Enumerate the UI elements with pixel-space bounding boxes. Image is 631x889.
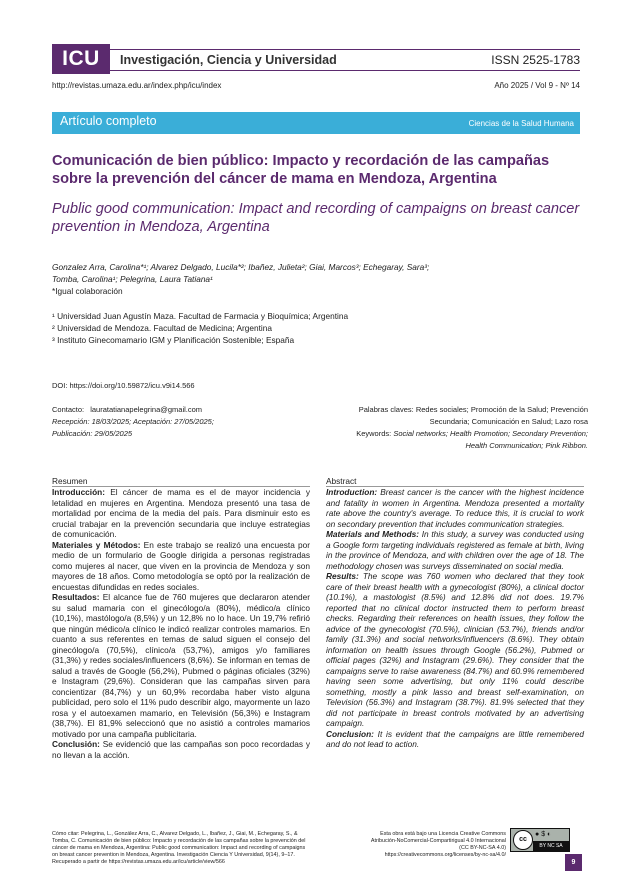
- citation: Cómo citar: Pelegrina, L., González Arra, C., Alvarez Delgado, L., Ibañez, J., Giai, M., Echegaray, S., & Tomba, C. Comunicación de bien público: Impacto y recordación de las campañas sobre la prevención del cáncer de mama en Mendoza, Argentina: Public good communication: Impact and recording of campaigns on breast cancer prevention in Mendoza, Argentina. Investigación Ciencia Y Universidad, 9(14), 9–17. Recuperado a partir de https://revistas.umaza.edu.ar/icu/article/view/566: [52, 831, 306, 865]
- resumen-intro-label: Introducción:: [52, 487, 106, 497]
- published-date: Publicación: 29/05/2025: [52, 429, 133, 438]
- license-url[interactable]: https://creativecommons.org/licenses/by-nc-sa/4.0/: [384, 852, 506, 858]
- contact-email[interactable]: lauratatianapelegrina@gmail.com: [90, 405, 203, 414]
- resumen-conclusion-label: Conclusión:: [52, 739, 100, 749]
- abstract-heading: Abstract: [326, 476, 584, 487]
- badge-label: BY NC SA: [533, 841, 569, 851]
- resumen-methods-label: Materiales y Métodos:: [52, 539, 141, 550]
- abstract-intro: Breast cancer is the cancer with the highest incidence and fatality in women in Argentina. Mendoza presented a mortality rate above the country's average. To reduce this, it is crucial to work on secondary prevention that includes communication strategies.: [326, 487, 584, 529]
- keywords-block: [330, 404, 588, 452]
- license-line-1: Esta obra está bajo una Licencia Creative Commons: [380, 831, 506, 837]
- abstract-intro-label: Introduction:: [326, 487, 378, 497]
- keywords-en-1: Social networks; Health Promotion; Secondary Prevention;: [393, 429, 588, 438]
- resumen-heading: Resumen: [52, 476, 310, 487]
- abstract-methods-label: Materials and Methods:: [326, 529, 420, 539]
- abstract-body: [326, 487, 584, 750]
- received-accepted: Recepción: 18/03/2025; Aceptación: 27/05/2025;: [52, 417, 214, 426]
- keywords-es-1: Redes sociales; Promoción de la Salud; Prevención: [415, 405, 588, 414]
- license-text: [330, 831, 506, 859]
- article-section: Ciencias de la Salud Humana: [468, 119, 574, 128]
- journal-logo: ICU: [52, 44, 110, 74]
- title-spanish: Comunicación de bien público: Impacto y recordación de las campañas sobre la prevención del cáncer de mama en Mendoza, Argentina: [52, 153, 550, 187]
- authors-line-1: Gonzalez Arra, Carolina*¹; Alvarez Delgado, Lucila*²; Ibañez, Julieta²; Giai, Marcos³; Echegaray, Sara³;: [52, 262, 430, 272]
- cc-icon: cc: [513, 830, 533, 850]
- keywords-en-2: Health Communication; Pink Ribbon.: [465, 441, 588, 450]
- license-symbols-icon: ●$◐: [535, 831, 554, 838]
- abstract-conclusion-label: Conclusion:: [326, 728, 374, 739]
- resumen-intro: El cáncer de mama es el de mayor incidencia y letalidad en mujeres en Argentina. Mendoza presentó una tasa de mortalidad por encima de la media del país. Para disminuir esto es crucial trabajar en la prevención secundaria que incluye estrategias de comunicación.: [52, 487, 310, 539]
- contact-line: [52, 405, 202, 414]
- resumen-results-label: Resultados:: [52, 592, 100, 602]
- abstract-results-label: Results:: [326, 571, 359, 581]
- cc-license-badge-icon[interactable]: [510, 828, 570, 852]
- journal-name: Investigación, Ciencia y Universidad: [120, 53, 337, 67]
- resumen-conclusion: Se evidenció que las campañas son poco recordadas y no llevan a la acción.: [52, 739, 310, 760]
- keywords-es-label: Palabras claves:: [358, 405, 414, 414]
- keywords-en-label: Keywords:: [356, 429, 392, 438]
- license-line-3: (CC BY-NC-SA 4.0): [459, 845, 506, 851]
- resumen-results: El alcance fue de 760 mujeres que declararon atender su salud mamaria con el ginecólogo/a (80%), médico/a clínico (10,1%), mastólogo/a (8,5%) y un 12,8% no lo hace. Un 19,7% refirió que ningún médico/a clínico le indicó realizar controles mamarios. En cuanto a sus referentes en temas de salud siguen el consejo del ginecólogo/a (70,5%), clínico/a (53,7%), amigos y/o familiares (31,3%) y redes sociales/influencers (8,6%). Se informan en temas de salud a través de Google (56,2%), Pubmed o páginas oficiales (32%) e Instagram (29,6%). Consideran que las campañas sirven para concientizar (84,7%) y un 60,9% recordaba haber visto alguna publicidad, pero solo el 11% pudo describir algo, mayormente un lazo rosa y el autoexamen mamario, en Televisión (56,3%) e Instagram (38,7%). El 81,9% seleccionó que no asistió a controles mamarios motivado por una campaña publicitaria.: [52, 592, 310, 739]
- article-type: Artículo completo: [60, 114, 157, 128]
- page-number: 9: [565, 854, 582, 871]
- keywords-es-2: Secundaria; Comunicación en Salud; Lazo rosa: [429, 417, 588, 426]
- issn: ISSN 2525-1783: [491, 53, 580, 67]
- abstract-conclusion: It is evident that the campaigns are little remembered and do not lead to action.: [326, 728, 584, 749]
- affiliation-3: ³ Instituto Ginecomamario IGM y Planificación Sostenible; España: [52, 335, 295, 345]
- affiliation-2: ² Universidad de Mendoza. Facultad de Medicina; Argentina: [52, 323, 272, 333]
- authors: [52, 261, 522, 285]
- doi-link[interactable]: DOI: https://doi.org/10.59872/icu.v9i14.566: [52, 381, 195, 390]
- abstract-results: The scope was 760 women who declared that they took care of their breast health with a gynecologist (80%), a clinical doctor (10.1%), a mastologist (8.5%) and 12.8% did not does. 19.7% reported that no clinical doctor instructed them to perform breast checks. Regarding their references on health issues, they follow the advice of the gynecologist (70.5%), clinician (53.7%), friends and/or family (31.3%) and social networks/influencers (8.6%). They obtain information on health issues through Google (56.2%), Pubmed or official pages (32%) and Instagram (29.6%). They consider that the campaigns serve to raise awareness (84.7%) and 60.9% remembered having seen some advertising, but only 11% could describe something, mostly a pink lasso and breast self-examination, on Television (56.3%) and Instagram (38.7%). 81.9% selected that they did not participate in breast controls motivated by an advertising campaign.: [326, 571, 584, 728]
- collaboration-note: *Igual colaboración: [52, 286, 123, 296]
- resumen-body: [52, 487, 310, 760]
- resumen-methods: En este trabajo se realizó una encuesta por medio de un formulario de Google dirigida a personas registradas como mujeres al nacer, que viven en la provincia de Mendoza y son mayores de 18 años. Como metodología se optó por la realización de encuestas difundidas en redes sociales.: [52, 539, 310, 592]
- abstract-methods: In this study, a survey was conducted using a Google form targeting individuals registered as female at birth, living in the province of Mendoza, and with children over the age of 18. The methodology chosen was surveys disseminated on social media.: [326, 529, 584, 571]
- affiliation-1: ¹ Universidad Juan Agustín Maza. Facultad de Farmacia y Bioquímica; Argentina: [52, 311, 349, 321]
- issue-info: Año 2025 / Vol 9 - Nº 14: [494, 81, 580, 90]
- authors-line-2: Tomba, Carolina¹; Pelegrina, Laura Tatiana¹: [52, 274, 213, 284]
- title-english: Public good communication: Impact and recording of campaigns on breast cancer prevention in Mendoza, Argentina: [52, 201, 580, 235]
- license-line-2: Atribución-NoComercial-Compartirigual 4.0 Internacional: [370, 838, 506, 844]
- contact-label: Contacto:: [52, 405, 85, 414]
- journal-url[interactable]: http://revistas.umaza.edu.ar/index.php/icu/index: [52, 81, 222, 90]
